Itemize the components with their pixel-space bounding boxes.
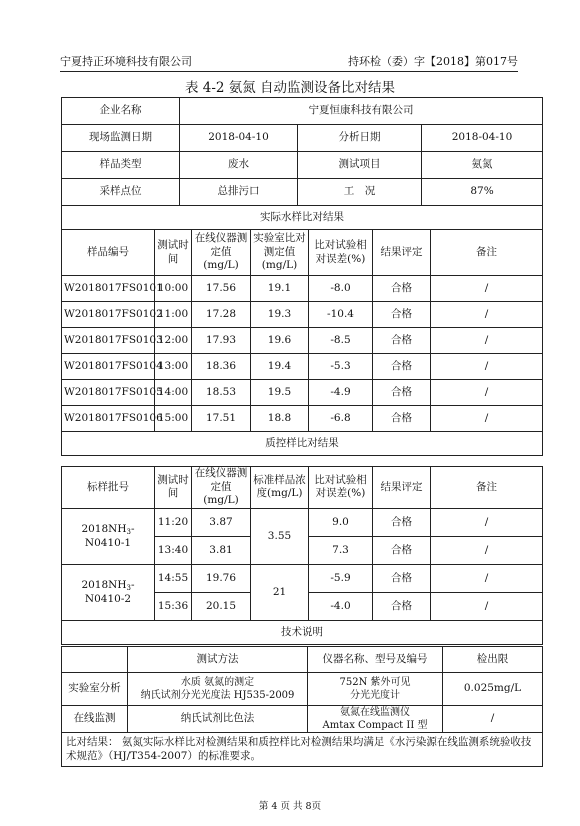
- cell-online-value: 19.76: [192, 564, 251, 592]
- cell-test-time: 10:00: [155, 276, 192, 302]
- table-row: [62, 328, 543, 354]
- table-row: [62, 380, 543, 406]
- cell-sample-id: W2018017FS0106: [62, 406, 155, 432]
- table-row: [62, 508, 543, 536]
- col-result: 结果评定: [373, 230, 431, 276]
- cell-note: /: [431, 406, 543, 432]
- col-online-value: 在线仪器测定值(mg/L): [192, 230, 251, 276]
- cell-sample-id: W2018017FS0103: [62, 328, 155, 354]
- table-row: [62, 302, 543, 328]
- analysis-date-value: 2018-04-10: [422, 125, 543, 152]
- cell-note: /: [431, 354, 543, 380]
- batch-sub: 3: [126, 583, 131, 592]
- cell-standard: 3.55: [251, 508, 309, 564]
- cell-online-value: 3.87: [192, 508, 251, 536]
- cell-test-time: 13:00: [155, 354, 192, 380]
- cell-relative-error: -5.9: [309, 564, 373, 592]
- qc-section-title: 质控样比对结果: [62, 432, 543, 456]
- cell-result: 合格: [373, 592, 431, 620]
- condition-label: 工 况: [298, 179, 422, 206]
- company-name: 宁夏持正环境科技有限公司: [60, 55, 192, 68]
- online-method: 纳氏试剂比色法: [128, 706, 308, 733]
- cell-online-value: 17.56: [192, 276, 251, 302]
- conclusion: 比对结果： 氨氮实际水样比对检测结果和质控样比对检测结果均满足《水污染源在线监测系统验收技术规范》（HJ/T354-2007）的标准要求。: [62, 733, 543, 767]
- company-value: 宁夏恒康科技有限公司: [180, 98, 543, 125]
- cell-online-value: 17.51: [192, 406, 251, 432]
- batch-suffix: -N0410-2: [84, 578, 135, 605]
- cell-sample-id: W2018017FS0102: [62, 302, 155, 328]
- cell-online-value: 18.36: [192, 354, 251, 380]
- sampling-point-label: 采样点位: [62, 179, 180, 206]
- batch-suffix: -N0410-1: [84, 522, 135, 549]
- cell-test-time: 15:00: [155, 406, 192, 432]
- cell-lab-value: 19.6: [251, 328, 309, 354]
- cell-test-time: 14:55: [155, 564, 192, 592]
- lab-instrument: 752N 紫外可见 分光光度计: [308, 673, 443, 706]
- cell-result: 合格: [373, 406, 431, 432]
- col-note: 备注: [431, 230, 543, 276]
- table-row: [62, 276, 543, 302]
- table-row: [62, 564, 543, 592]
- cell-note: /: [431, 276, 543, 302]
- cell-note: /: [431, 536, 543, 564]
- actual-section-title: 实际水样比对结果: [62, 206, 543, 230]
- qc-header-row: [62, 467, 543, 509]
- cell-lab-value: 19.3: [251, 302, 309, 328]
- cell-result: 合格: [373, 564, 431, 592]
- test-item-label: 测试项目: [298, 152, 422, 179]
- report-number: 持环检（委）字【2018】第017号: [348, 55, 518, 68]
- cell-result: 合格: [373, 536, 431, 564]
- cell-online-value: 18.53: [192, 380, 251, 406]
- cell-test-time: 15:36: [155, 592, 192, 620]
- col-method: 测试方法: [128, 647, 308, 673]
- col-test-time: 测试时间: [155, 230, 192, 276]
- lab-limit: 0.025mg/L: [443, 673, 543, 706]
- monitor-date-value: 2018-04-10: [180, 125, 298, 152]
- cell-relative-error: -4.0: [309, 592, 373, 620]
- actual-header-row: [62, 230, 543, 276]
- lab-method: 水质 氨氮的测定 纳氏试剂分光光度法 HJ535-2009: [128, 673, 308, 706]
- page-footer: 第 4 页 共 8页: [258, 801, 322, 812]
- sample-type-value: 废水: [180, 152, 298, 179]
- cell-test-time: 12:00: [155, 328, 192, 354]
- col-lab-value: 实验室比对测定值(mg/L): [251, 230, 309, 276]
- cell-online-value: 17.93: [192, 328, 251, 354]
- online-limit: /: [443, 706, 543, 733]
- cell-relative-error: -10.4: [309, 302, 373, 328]
- cell-relative-error: -5.3: [309, 354, 373, 380]
- cell-result: 合格: [373, 380, 431, 406]
- cell-result: 合格: [373, 328, 431, 354]
- company-label: 企业名称: [62, 98, 180, 125]
- tech-corner: [62, 647, 128, 673]
- cell-result: 合格: [373, 354, 431, 380]
- col-qc-standard: 标准样品浓度(mg/L): [251, 467, 309, 509]
- col-relative-error: 比对试验相对误差(%): [309, 230, 373, 276]
- cell-test-time: 11:00: [155, 302, 192, 328]
- actual-table: [61, 229, 543, 456]
- test-item-value: 氨氮: [422, 152, 543, 179]
- cell-test-time: 11:20: [155, 508, 192, 536]
- cell-relative-error: 9.0: [309, 508, 373, 536]
- col-instrument: 仪器名称、型号及编号: [308, 647, 443, 673]
- cell-relative-error: -8.0: [309, 276, 373, 302]
- cell-sample-id: W2018017FS0101: [62, 276, 155, 302]
- qc-table: [61, 466, 543, 645]
- col-qc-note: 备注: [431, 467, 543, 509]
- tech-section-title: 技术说明: [62, 620, 543, 644]
- batch-sub: 3: [126, 527, 131, 536]
- cell-online-value: 3.81: [192, 536, 251, 564]
- sample-type-label: 样品类型: [62, 152, 180, 179]
- cell-relative-error: -6.8: [309, 406, 373, 432]
- cell-standard: 21: [251, 564, 309, 620]
- cell-batch: [62, 564, 155, 620]
- cell-relative-error: 7.3: [309, 536, 373, 564]
- batch-prefix: 2018NH: [81, 578, 127, 591]
- cell-test-time: 13:40: [155, 536, 192, 564]
- table-row: [62, 406, 543, 432]
- info-table: [61, 97, 543, 230]
- analysis-date-label: 分析日期: [298, 125, 422, 152]
- cell-note: /: [431, 302, 543, 328]
- cell-batch: [62, 508, 155, 564]
- cell-result: 合格: [373, 302, 431, 328]
- cell-result: 合格: [373, 508, 431, 536]
- col-batch: 标样批号: [62, 467, 155, 509]
- col-qc-test-time: 测试时间: [155, 467, 192, 509]
- cell-result: 合格: [373, 276, 431, 302]
- cell-online-value: 20.15: [192, 592, 251, 620]
- col-sample-id: 样品编号: [62, 230, 155, 276]
- table-row: [62, 354, 543, 380]
- page-header: [60, 51, 518, 72]
- col-qc-online-value: 在线仪器测定值(mg/L): [192, 467, 251, 509]
- col-detection-limit: 检出限: [443, 647, 543, 673]
- col-qc-result: 结果评定: [373, 467, 431, 509]
- online-instrument: 氨氮在线监测仪 Amtax Compact II 型: [308, 706, 443, 733]
- cell-note: /: [431, 592, 543, 620]
- cell-note: /: [431, 380, 543, 406]
- online-label: 在线监测: [62, 706, 128, 733]
- lab-label: 实验室分析: [62, 673, 128, 706]
- cell-online-value: 17.28: [192, 302, 251, 328]
- cell-lab-value: 18.8: [251, 406, 309, 432]
- page-title: 表 4-2 氨氮 自动监测设备比对结果: [184, 80, 396, 96]
- sampling-point-value: 总排污口: [180, 179, 298, 206]
- cell-sample-id: W2018017FS0104: [62, 354, 155, 380]
- cell-lab-value: 19.4: [251, 354, 309, 380]
- cell-lab-value: 19.5: [251, 380, 309, 406]
- batch-prefix: 2018NH: [81, 522, 127, 535]
- condition-value: 87%: [422, 179, 543, 206]
- cell-test-time: 14:00: [155, 380, 192, 406]
- monitor-date-label: 现场监测日期: [62, 125, 180, 152]
- cell-note: /: [431, 328, 543, 354]
- cell-lab-value: 19.1: [251, 276, 309, 302]
- cell-sample-id: W2018017FS0105: [62, 380, 155, 406]
- cell-note: /: [431, 508, 543, 536]
- cell-relative-error: -8.5: [309, 328, 373, 354]
- cell-note: /: [431, 564, 543, 592]
- tech-table: [61, 646, 543, 767]
- cell-relative-error: -4.9: [309, 380, 373, 406]
- col-qc-relative-error: 比对试验相对误差(%): [309, 467, 373, 509]
